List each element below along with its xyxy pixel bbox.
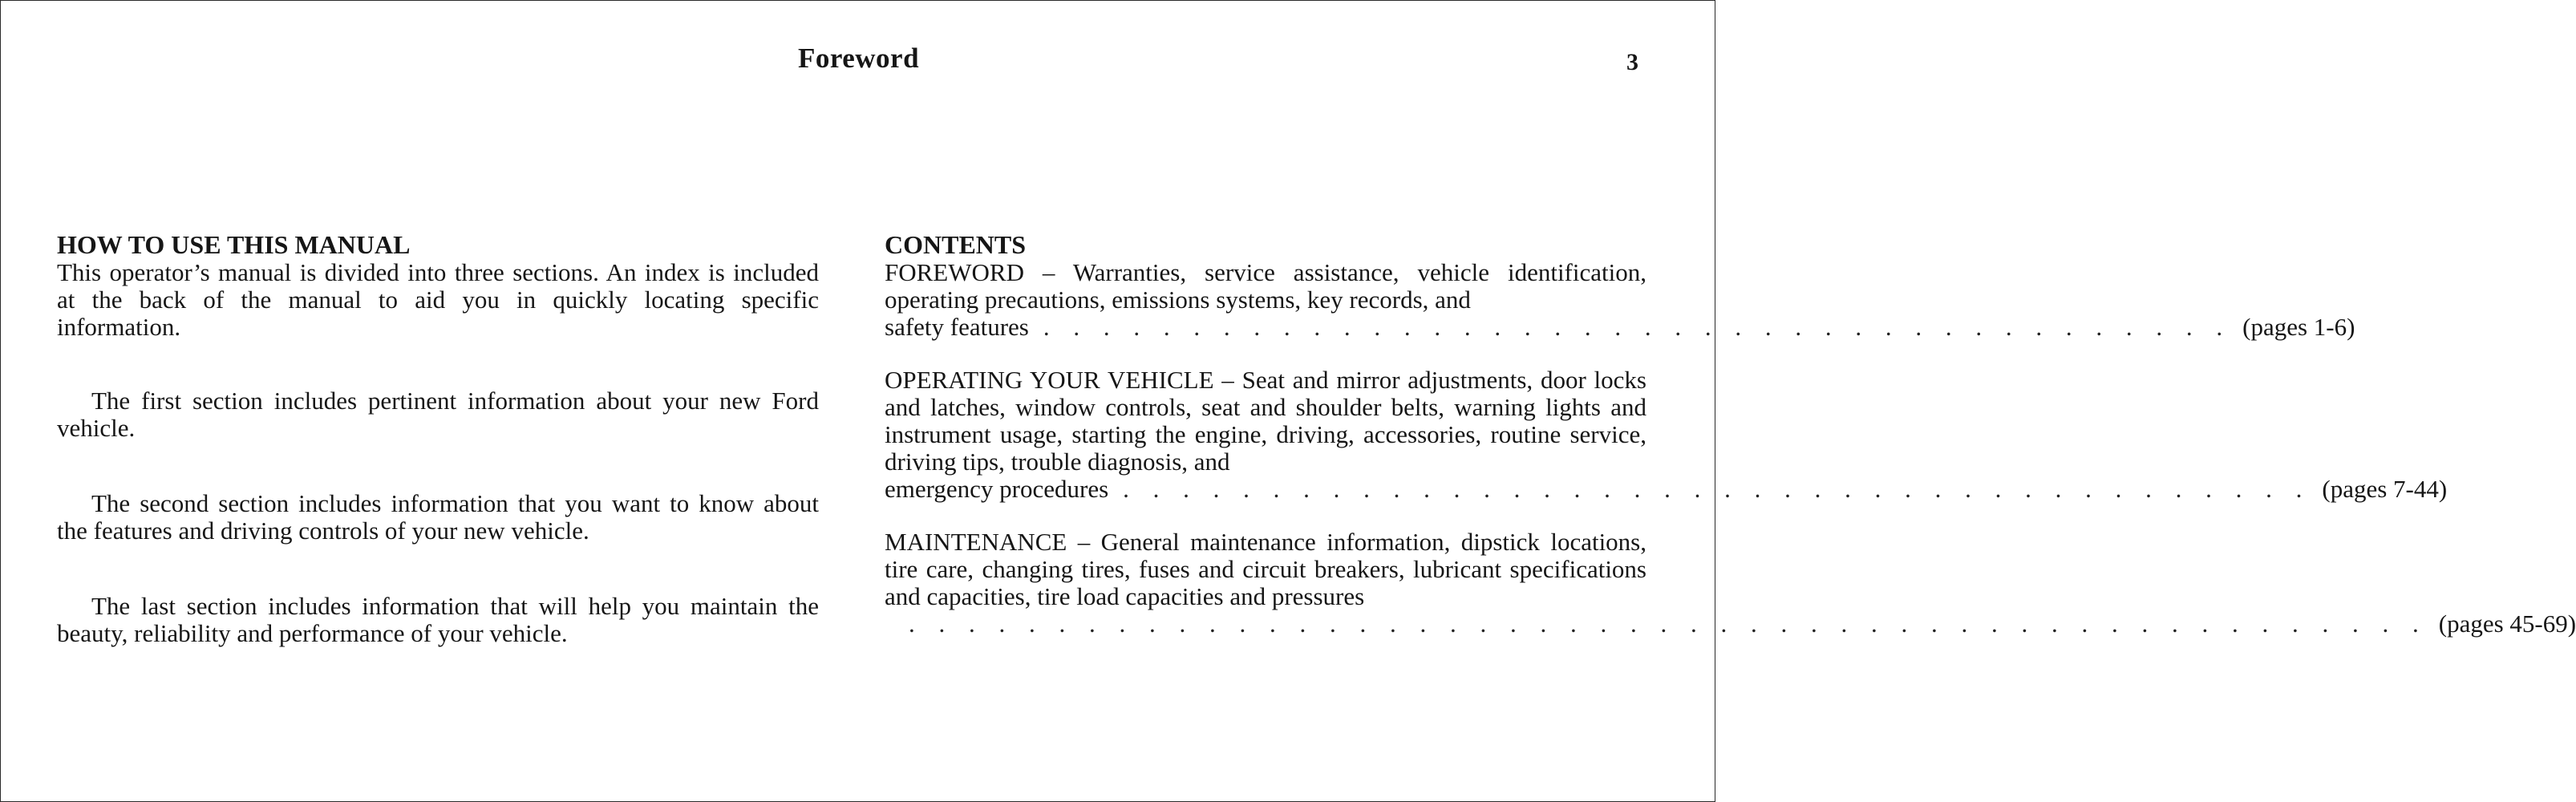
contents-entry-foreword: [885, 258, 2355, 341]
paragraph-first-section: The first section includes pertinent information about your new Ford vehicle.: [57, 387, 819, 442]
paragraph-second-section: The second section includes information that you want to know about the features and driving controls of your new vehicle.: [57, 489, 819, 545]
paragraph-last-section: The last section includes information that will help you maintain the beauty, reliability and performance of your vehicle.: [57, 592, 819, 647]
entry-last-line: emergency procedures: [885, 475, 1109, 503]
section-heading: HOW TO USE THIS MANUAL: [57, 230, 411, 259]
contents-heading: CONTENTS: [885, 230, 1027, 259]
leader-dots: . . . . . . . . . . . . . . . . . . . . . . . . . . . . . . . . . . . . . . . .: [1123, 475, 2311, 503]
page-range: (pages 45-69): [2438, 610, 2576, 638]
intro-paragraph: This operator’s manual is divided into three sections. An index is included at the back of the manual to aid you in quickly locating specific information.: [57, 258, 819, 341]
page-number: 3: [1626, 49, 1638, 75]
leader-dots: . . . . . . . . . . . . . . . . . . . . . . . . . . . . . . . . . . . . . . . . . . . . . . . . . . .: [909, 610, 2428, 638]
leader-dots: . . . . . . . . . . . . . . . . . . . . . . . . . . . . . . . . . . . . . . . .: [1043, 313, 2232, 341]
contents-entry-operating: [885, 366, 2448, 503]
entry-last-line: safety features: [885, 313, 1029, 341]
page-range: (pages 1-6): [2242, 313, 2355, 341]
how-to-use-section: [57, 230, 819, 695]
entry-description: MAINTENANCE – General maintenance information, dipstick locations, tire care, changing tires, fuses and circuit breakers, lubricant specifications and capacities, tire load capacities and pressures: [885, 528, 1646, 610]
entry-leader-line: [885, 475, 2448, 503]
entry-leader-line: [885, 313, 2355, 341]
entry-leader-line: [885, 610, 2576, 638]
page-range: (pages 7-44): [2322, 475, 2448, 503]
entry-description: FOREWORD – Warranties, service assistance, vehicle identification, operating precautions, emissions systems, key records, and: [885, 258, 1646, 314]
contents-section: [885, 230, 2576, 663]
entry-description: OPERATING YOUR VEHICLE – Seat and mirror adjustments, door locks and latches, window controls, seat and shoulder belts, warning lights and instrument usage, starting the engine, driving, accessories, routine service, driving tips, trouble diagnosis, and: [885, 366, 1646, 476]
contents-entry-maintenance: [885, 528, 2576, 638]
page-title: Foreword: [797, 43, 920, 74]
